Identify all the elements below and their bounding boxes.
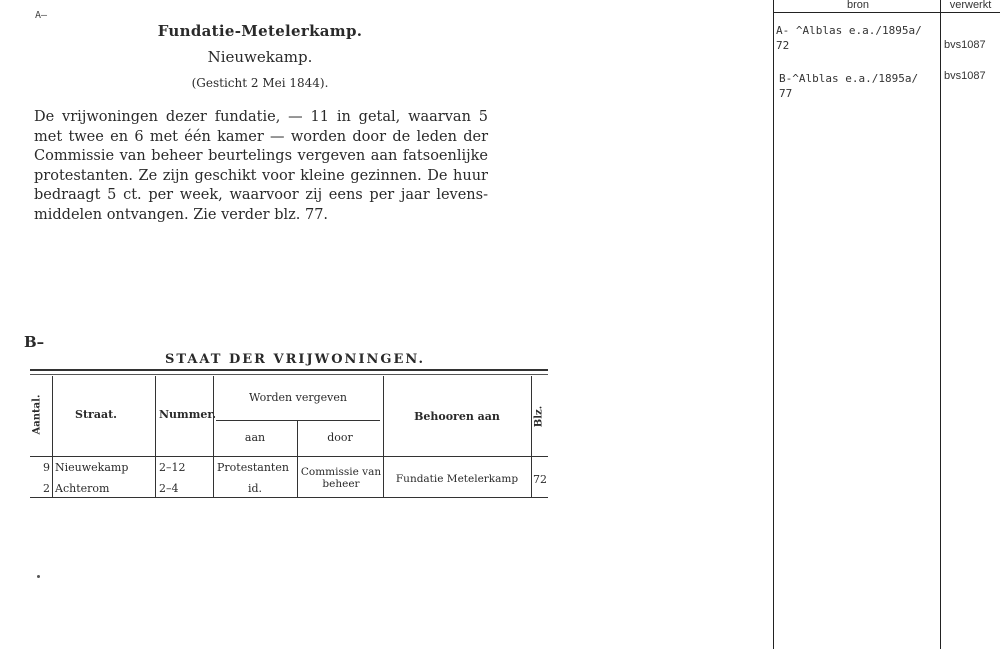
panel-column-divider — [940, 0, 941, 649]
table-divider — [52, 376, 53, 497]
section-b-marker: B– — [24, 333, 45, 351]
paragraph-line: middelen ontvangen. Zie verder blz. 77. — [34, 206, 329, 223]
cell-blz-merged: 72 — [533, 473, 547, 486]
cell-door-merged: Commissie van beheer — [300, 466, 382, 490]
paragraph-line: De vrijwoningen dezer fundatie, — 11 in getal, waarvan 5 — [34, 109, 488, 125]
panel-header-rule — [773, 12, 1000, 13]
table-header-rule — [30, 456, 548, 457]
source-entry-b: B-^Alblas e.a./1895a/ 77 — [779, 72, 919, 100]
header-aan: aan — [244, 431, 266, 444]
paragraph-line: bedraagt 5 ct. per week, waarvoor zij eens per jaar levens- — [34, 187, 488, 204]
table-top-rule — [30, 374, 548, 375]
paragraph-line: protestanten. Ze zijn geschikt voor kleine gezinnen. De huur — [34, 167, 488, 184]
foundation-title: Fundatie-Metelerkamp. — [157, 22, 363, 40]
cell-nummer: 2–12 — [159, 461, 186, 474]
processed-code-a: bvs1087 — [944, 39, 986, 51]
page-speck — [37, 575, 40, 578]
cell-aantal: 9 — [43, 461, 50, 474]
processed-code-b: bvs1087 — [944, 70, 986, 82]
table-bottom-rule — [30, 497, 548, 498]
cell-behooren-aan-merged: Fundatie Metelerkamp — [395, 473, 519, 485]
table-title: STAAT DER VRIJWONINGEN. — [164, 352, 425, 367]
founded-date: (Gesticht 2 Mei 1844). — [191, 76, 329, 90]
header-aantal: Aantal. — [31, 394, 43, 435]
column-header-bron: bron — [846, 0, 870, 11]
table-divider — [155, 376, 156, 497]
cell-straat: Nieuwekamp — [55, 461, 129, 474]
description-paragraph — [34, 108, 488, 226]
cell-nummer: 2–4 — [159, 482, 179, 495]
header-blz: Blz. — [533, 405, 545, 428]
paragraph-line: Commissie van beheer beurtelings vergeven aan fatsoenlijke — [34, 148, 488, 165]
panel-left-border — [773, 0, 774, 649]
cell-aantal: 2 — [43, 482, 50, 495]
cell-straat: Achterom — [55, 482, 110, 495]
header-behooren-aan: Behooren aan — [414, 410, 500, 423]
cell-aan: Protestanten — [217, 461, 289, 474]
header-nummer: Nummer. — [159, 408, 216, 421]
header-straat: Straat. — [75, 408, 117, 421]
location-subtitle: Nieuwekamp. — [207, 48, 313, 66]
table-subheader-rule — [216, 420, 380, 421]
paragraph-line: met twee en 6 met één kamer — worden door de leden der — [34, 128, 488, 145]
section-a-marker: A– — [35, 10, 48, 21]
cell-aan: id. — [247, 482, 263, 495]
column-header-verwerkt: verwerkt — [949, 0, 992, 11]
header-worden-vergeven: Worden vergeven — [249, 391, 347, 404]
source-entry-a: A- ^Alblas e.a./1895a/ 72 — [776, 24, 922, 52]
header-door: door — [327, 431, 353, 444]
table-top-rule — [30, 369, 548, 371]
